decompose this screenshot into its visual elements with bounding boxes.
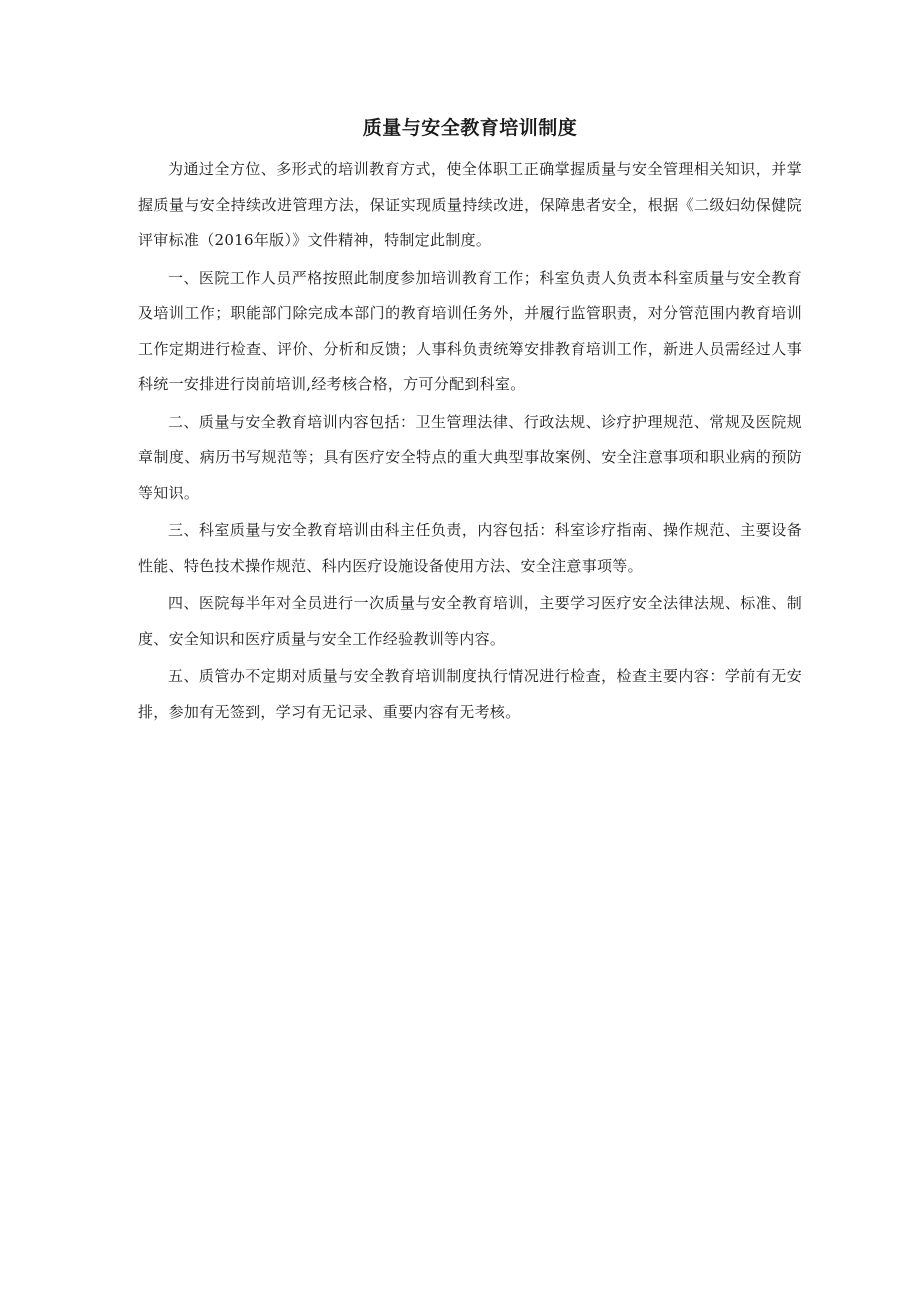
- paragraph-item-4: 四、医院每半年对全员进行一次质量与安全教育培训，主要学习医疗安全法律法规、标准、制度、安全知识和医疗质量与安全工作经验教训等内容。: [138, 594, 802, 648]
- document-title: 质量与安全教育培训制度: [362, 117, 578, 139]
- paragraph-item-1: 一、医院工作人员严格按照此制度参加培训教育工作；科室负责人负责本科室质量与安全教育及培训工作；职能部门除完成本部门的教育培训任务外，并履行监管职责，对分管范围内教育培训工作定期进行检查、评价、分析和反馈；人事科负责统筹安排教育培训工作，新进人员需经过人事科统一安排进行岗前培训,经考核合格，方可分配到科室。: [138, 268, 802, 393]
- document-page: [138, 110, 802, 732]
- paragraph-item-3: 三、科室质量与安全教育培训由科主任负责，内容包括：科室诊疗指南、操作规范、主要设备性能、特色技术操作规范、科内医疗设施设备使用方法、安全注意事项等。: [138, 521, 802, 575]
- paragraph-item-5: 五、质管办不定期对质量与安全教育培训制度执行情况进行检查，检查主要内容：学前有无安排，参加有无签到，学习有无记录、重要内容有无考核。: [138, 667, 802, 721]
- paragraph-item-2: 二、质量与安全教育培训内容包括：卫生管理法律、行政法规、诊疗护理规范、常规及医院规章制度、病历书写规范等；具有医疗安全特点的重大典型事故案例、安全注意事项和职业病的预防等知识。: [138, 412, 802, 502]
- paragraph-intro: 为通过全方位、多形式的培训教育方式，使全体职工正确掌握质量与安全管理相关知识，并掌握质量与安全持续改进管理方法，保证实现质量持续改进，保障患者安全，根据《二级妇幼保健院评审标准（2016年版）》文件精神，特制定此制度。: [138, 160, 802, 249]
